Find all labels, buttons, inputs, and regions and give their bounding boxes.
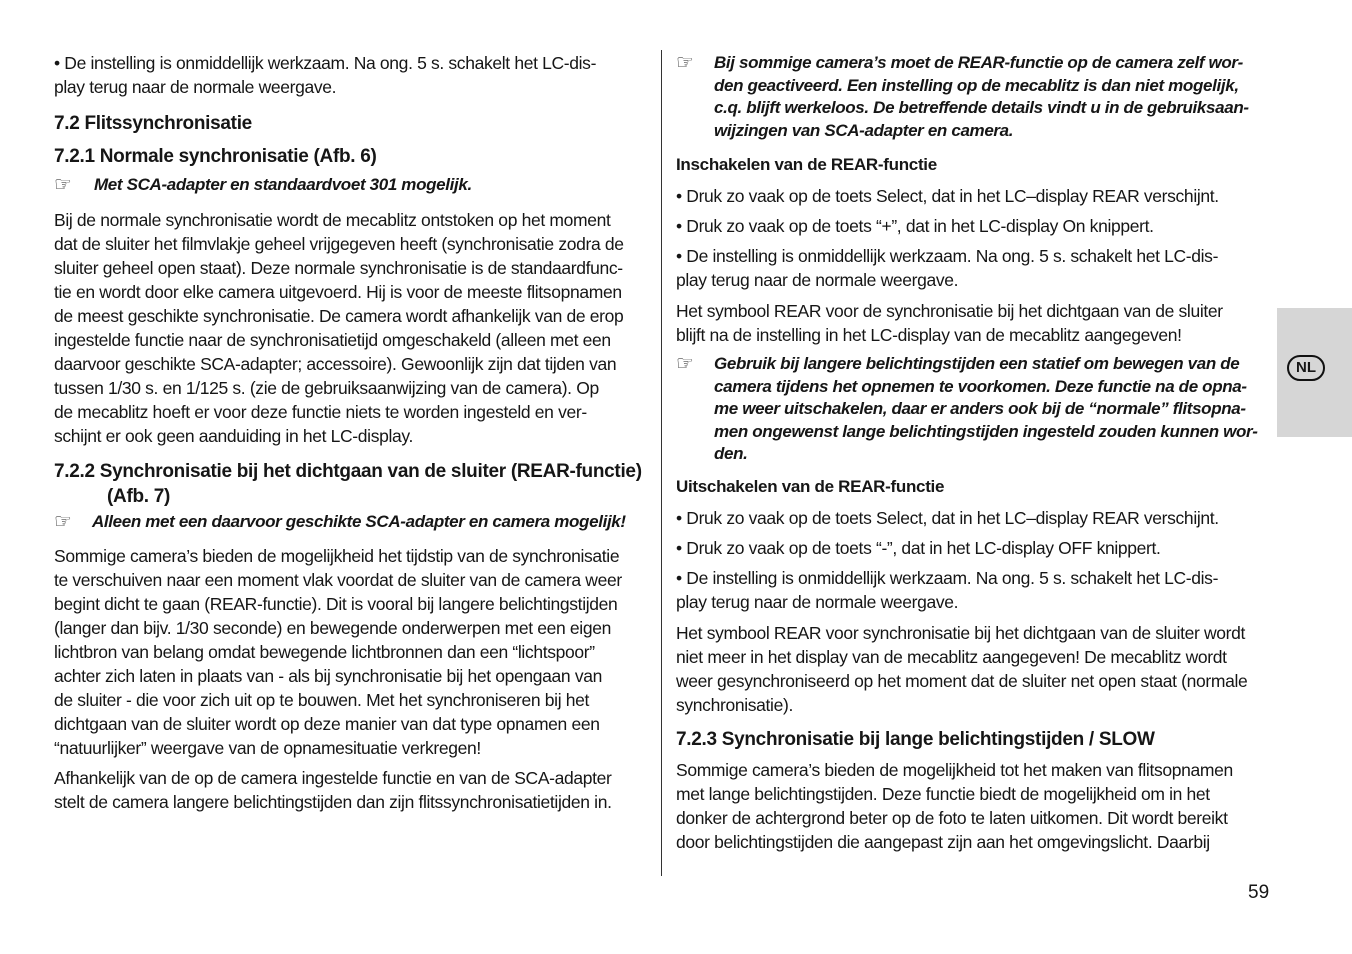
paragraph-exposure-times: [54, 766, 612, 814]
language-tab: [1277, 308, 1352, 437]
text-line: Bij de normale synchronisatie wordt de mecablitz ontstoken op het moment: [54, 210, 611, 230]
text-line: schijnt er ook geen aanduiding in het LC-display.: [54, 426, 414, 446]
text-line: niet meer in het display van de mecablitz aangegeven! De mecablitz wordt: [676, 647, 1227, 667]
text-line: dat de sluiter het filmvlakje geheel vrijgegeven heeft (synchronisatie zodra de: [54, 234, 624, 254]
paragraph-rear-symbol-on: [676, 299, 1223, 347]
bullet-line: play terug naar de normale weergave.: [676, 592, 959, 612]
note-line: Gebruik bij langere belichtingstijden een statief om bewegen van de: [714, 354, 1240, 373]
text-line: door belichtingstijden die aangepast zijn aan het omgevingslicht. Daarbij: [676, 832, 1210, 852]
text-line: begint dicht te gaan (REAR-functie). Dit is vooral bij langere belichtingstijden: [54, 594, 618, 614]
note-text: Alleen met een daarvoor geschikte SCA-adapter en camera mogelijk!: [92, 512, 626, 531]
note-line: Bij sommige camera’s moet de REAR-functie op de camera zelf wor-: [714, 53, 1243, 72]
pointing-hand-icon: ☞: [676, 52, 694, 74]
bullet-select-rear: • Druk zo vaak op de toets Select, dat in het LC–display REAR verschijnt.: [676, 186, 1219, 206]
text-line: de meest geschikte synchronisatie. De camera wordt afhankelijk van de erop: [54, 306, 624, 326]
note-7-2-2: [54, 511, 626, 534]
text-line: te verschuiven naar een moment vlak voordat de sluiter van de camera weer: [54, 570, 622, 590]
text-line: Het symbool REAR voor synchronisatie bij het dichtgaan van de sluiter wordt: [676, 623, 1246, 643]
bullet-line: • De instelling is onmiddellijk werkzaam. Na ong. 5 s. schakelt het LC-dis-: [676, 568, 1219, 588]
bullet-setting-immediate: [54, 51, 596, 99]
bullet-line: • De instelling is onmiddellijk werkzaam. Na ong. 5 s. schakelt het LC-dis-: [676, 246, 1219, 266]
text-line: weer gesynchroniseerd op het moment dat de sluiter net open staat (normale: [676, 671, 1248, 691]
subheading-enable-rear: Inschakelen van de REAR-functie: [676, 155, 937, 174]
bullet-minus-off: • Druk zo vaak op de toets “-”, dat in het LC-display OFF knippert.: [676, 538, 1161, 558]
column-divider: [661, 50, 662, 876]
subheading-disable-rear: Uitschakelen van de REAR-functie: [676, 477, 945, 496]
text-line: de sluiter - die voor zich uit op te bouwen. Met het synchroniseren bij het: [54, 690, 590, 710]
pointing-hand-icon: ☞: [54, 174, 72, 196]
text-line: tie en wordt door elke camera uitgevoerd. Hij is voor de meeste flitsopnamen: [54, 282, 622, 302]
text-line: blijft na de instelling in het LC-display van de mecablitz aangegeven!: [676, 325, 1182, 345]
bullet-setting-immediate: [676, 244, 1218, 292]
paragraph-normal-sync: [54, 208, 624, 448]
bullet-line: play terug naar de normale weergave.: [676, 270, 959, 290]
text-line: Sommige camera’s bieden de mogelijkheid het tijdstip van de synchronisatie: [54, 546, 620, 566]
text-line: dichtgaan van de sluiter wordt op deze manier van dat type opnamen een: [54, 714, 600, 734]
text-line: Afhankelijk van de op de camera ingestelde functie en van de SCA-adapter: [54, 768, 612, 788]
note-rear-camera: [676, 52, 1249, 142]
bullet-line: • De instelling is onmiddellijk werkzaam. Na ong. 5 s. schakelt het LC-dis-: [54, 53, 597, 73]
bullet-select-rear: • Druk zo vaak op de toets Select, dat in het LC–display REAR verschijnt.: [676, 508, 1219, 528]
text-line: de mecablitz hoeft er voor deze functie niets te worden ingesteld en ver-: [54, 402, 587, 422]
heading-7-2-2: [54, 459, 642, 509]
page-number: 59: [1248, 882, 1270, 903]
text-line: Sommige camera’s bieden de mogelijkheid tot het maken van flitsopnamen: [676, 760, 1233, 780]
paragraph-rear-symbol-off: [676, 621, 1247, 717]
note-7-2-1: [54, 174, 472, 197]
heading-7-2-1: 7.2.1 Normale synchronisatie (Afb. 6): [54, 146, 377, 167]
heading-line: (Afb. 7): [107, 486, 171, 507]
bullet-setting-immediate: [676, 566, 1218, 614]
text-line: achter zich laten in plaats van - als bij synchronisatie bij het opengaan van: [54, 666, 602, 686]
bullet-plus-on: • Druk zo vaak op de toets “+”, dat in het LC-display On knippert.: [676, 216, 1154, 236]
note-line: den.: [714, 444, 748, 464]
text-line: ingestelde functie naar de synchronisatietijd omgeschakeld (alleen met een: [54, 330, 611, 350]
heading-line: 7.2.2 Synchronisatie bij het dichtgaan van de sluiter (REAR-functie): [54, 461, 642, 482]
paragraph-rear-sync: [54, 544, 622, 760]
text-line: sluiter geheel open staat). Deze normale synchronisatie is de standaardfunc-: [54, 258, 623, 278]
text-line: met lange belichtingstijden. Deze functie biedt de mogelijkheid om in het: [676, 784, 1210, 804]
text-line: donker de achtergrond beter op de foto te laten uitkomen. Dit wordt bereikt: [676, 808, 1228, 828]
pointing-hand-icon: ☞: [676, 353, 694, 375]
note-line: me weer uitschakelen, daar er anders ook bij de “normale” flitsopna-: [714, 399, 1246, 419]
heading-7-2-3: 7.2.3 Synchronisatie bij lange belichtingstijden / SLOW: [676, 729, 1155, 750]
paragraph-slow-sync: [676, 758, 1233, 854]
note-line: camera tijdens het opnemen te voorkomen. Deze functie na de opna-: [714, 376, 1247, 396]
text-line: Het symbool REAR voor de synchronisatie bij het dichtgaan van de sluiter: [676, 301, 1223, 321]
text-line: lichtbron van belang omdat bewegende lichtbronnen dan een “lichtspoor”: [54, 642, 595, 662]
text-line: synchronisatie).: [676, 695, 793, 715]
note-line: c.q. blijft werkeloos. De betreffende details vindt u in de gebruiksaan-: [714, 98, 1249, 118]
note-tripod: [676, 353, 1258, 466]
note-line: den geactiveerd. Een instelling op de mecablitz is dan niet mogelijk,: [714, 75, 1239, 95]
text-line: tussen 1/30 s. en 1/125 s. (zie de gebruiksaanwijzing van de camera). Op: [54, 378, 599, 398]
note-line: wijzingen van SCA-adapter en camera.: [714, 120, 1014, 140]
text-line: “natuurlijker” weergave van de opnamesituatie verkregen!: [54, 738, 481, 758]
text-line: daarvoor geschikte SCA-adapter; accessoire). Gewoonlijk zijn dat tijden van: [54, 354, 617, 374]
note-text: Met SCA-adapter en standaardvoet 301 mogelijk.: [94, 175, 472, 194]
note-line: men ongewenst lange belichtingstijden ingesteld zouden kunnen wor-: [714, 421, 1258, 441]
pointing-hand-icon: ☞: [54, 511, 72, 533]
text-line: stelt de camera langere belichtingstijden dan zijn flitssynchronisatietijden in.: [54, 792, 612, 812]
text-line: (langer dan bijv. 1/30 seconde) en bewegende onderwerpen met een eigen: [54, 618, 611, 638]
bullet-line: play terug naar de normale weergave.: [54, 77, 337, 97]
language-badge: NL: [1287, 355, 1325, 381]
heading-7-2: 7.2 Flitssynchronisatie: [54, 113, 252, 134]
